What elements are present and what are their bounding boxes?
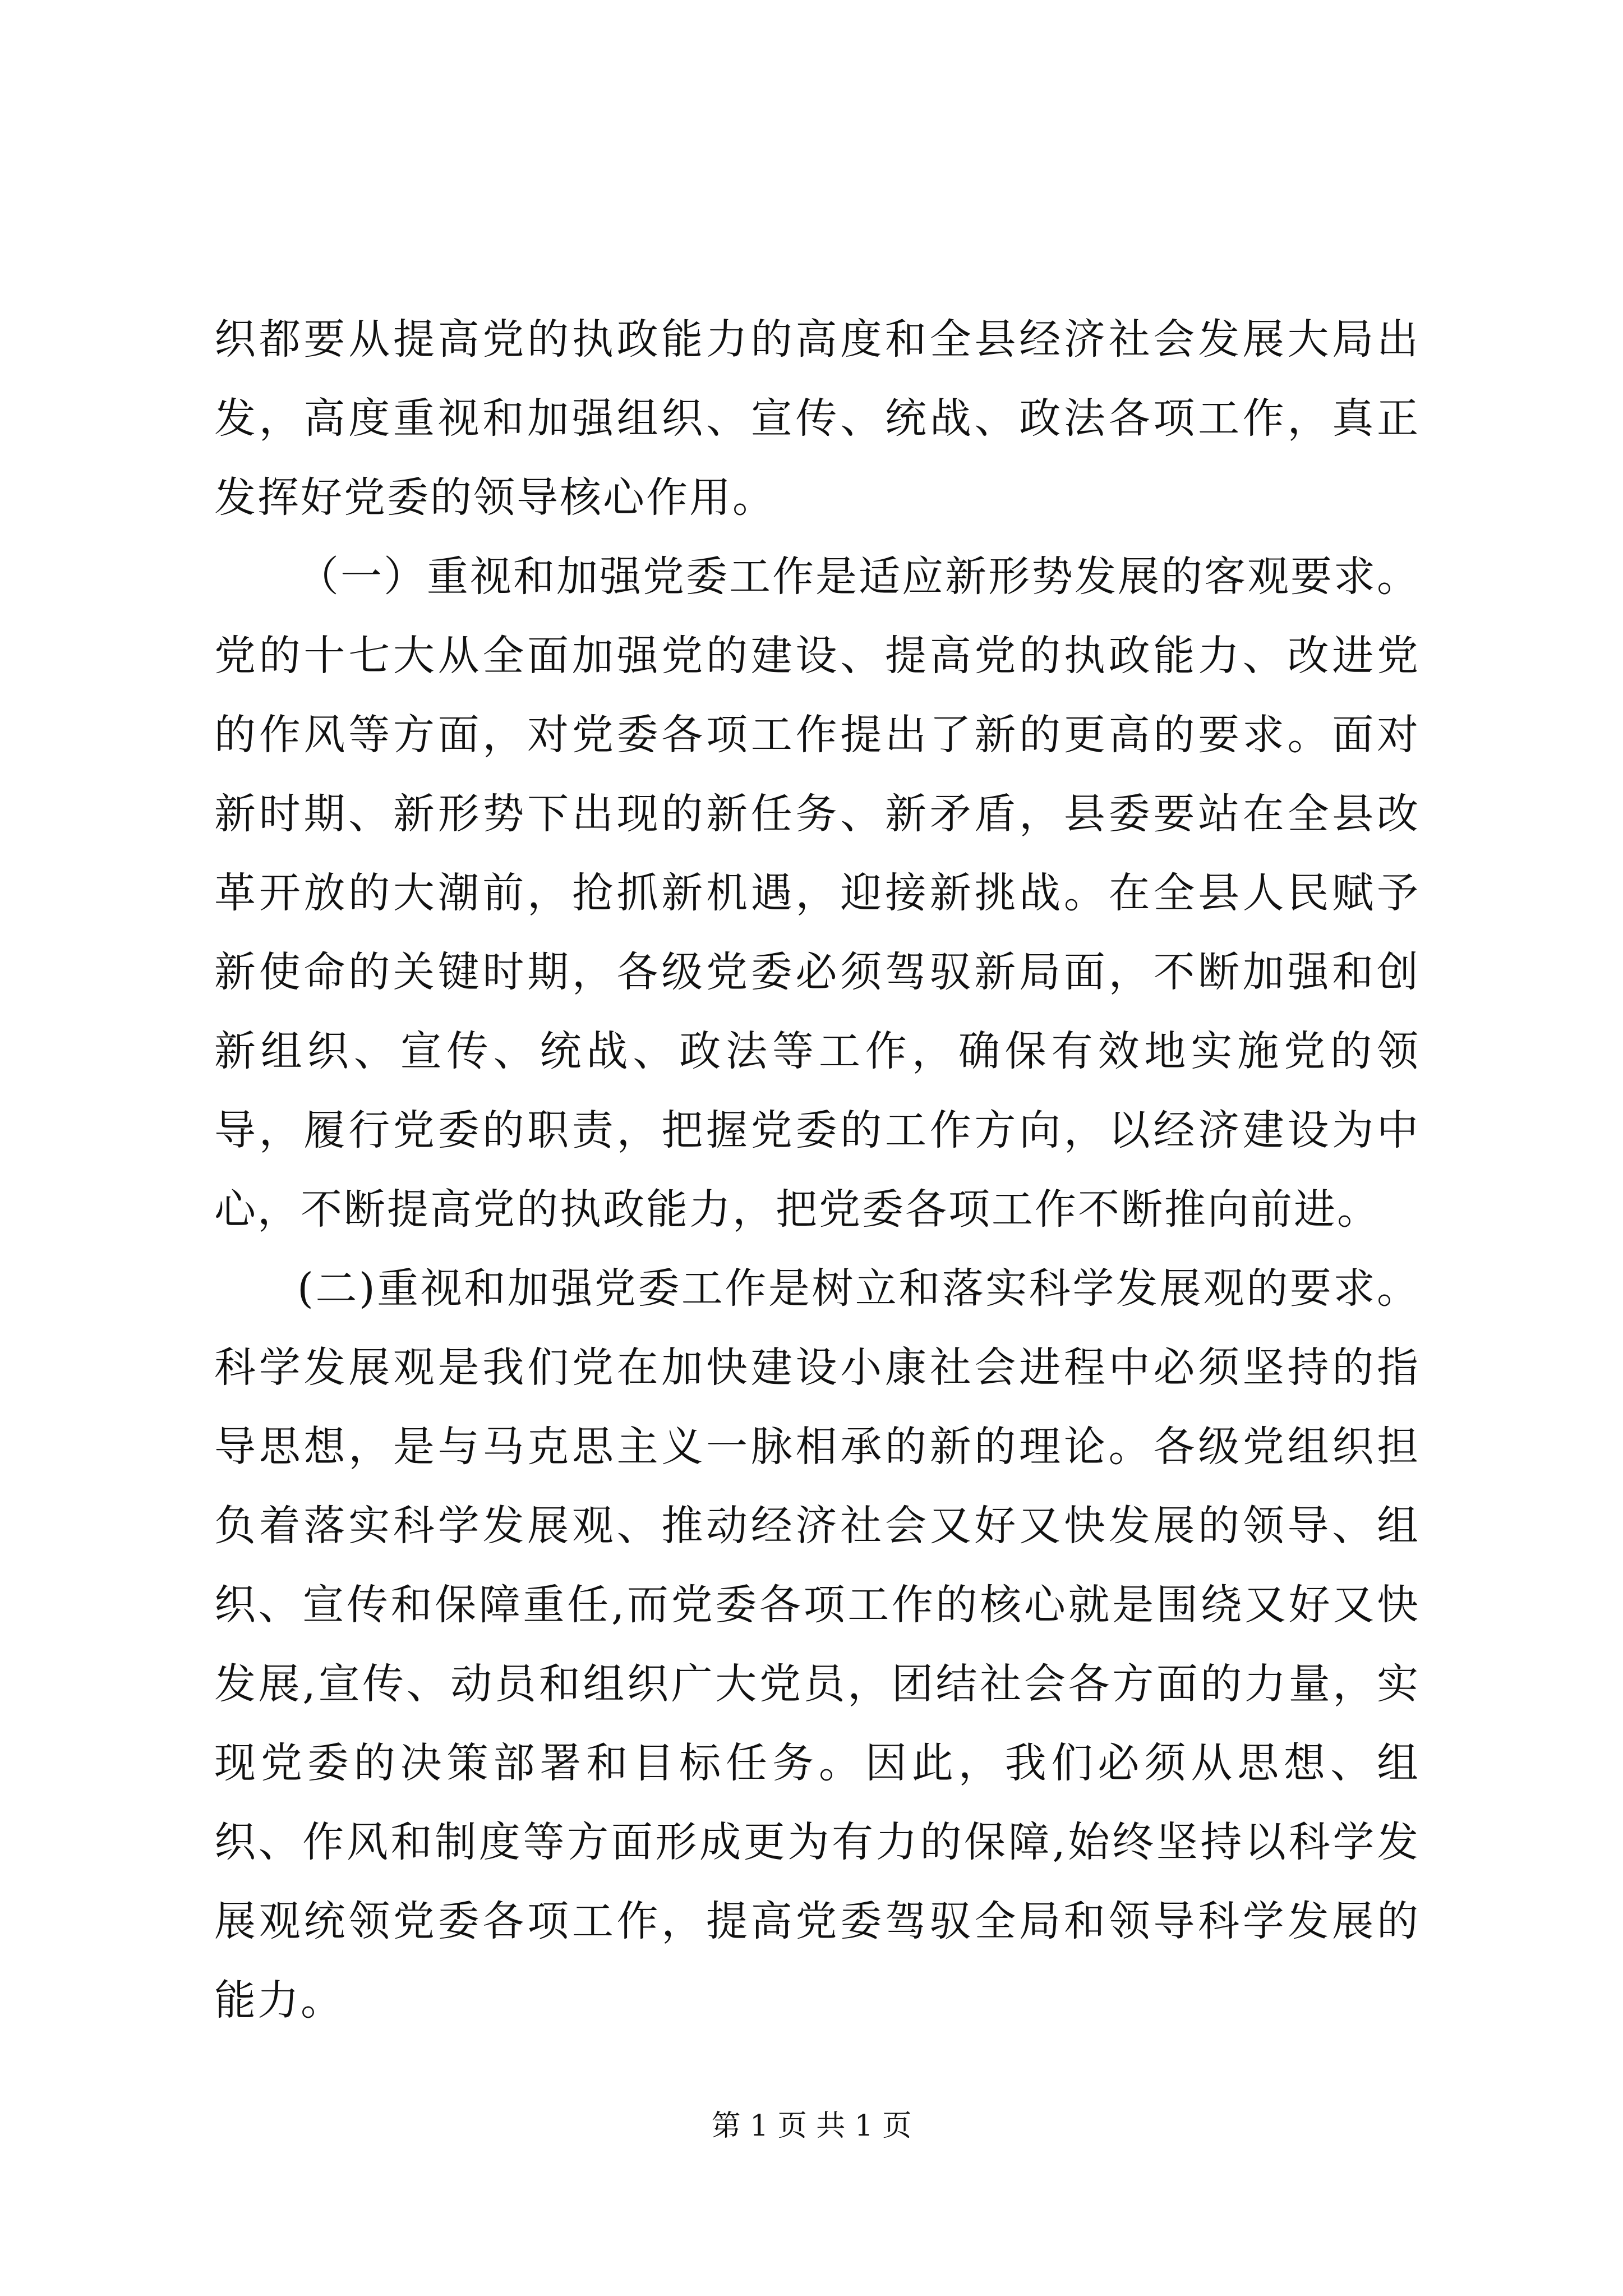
paragraph-section-one: （一）重视和加强党委工作是适应新形势发展的客观要求。党的十七大从全面加强党的建设、提高党的执政能力、改进党的作风等方面，对党委各项工作提出了新的更高的要求。面对新时期、新形势下出现的新任务、新矛盾，县委要站在全县改革开放的大潮前，抢抓新机遇，迎接新挑战。在全县人民赋予新使命的关键时期，各级党委必须驾驭新局面，不断加强和创新组织、宣传、统战、政法等工作，确保有效地实施党的领导，履行党委的职责，把握党委的工作方向，以经济建设为中心，不断提高党的执政能力，把党委各项工作不断推向前进。	[214, 553, 1420, 1234]
page-footer: 第 1 页 共 1 页	[711, 2109, 912, 2143]
document-body	[214, 300, 1420, 2040]
paragraph-continued: 织都要从提高党的执政能力的高度和全县经济社会发展大局出发，高度重视和加强组织、宣传、统战、政法各项工作，真正发挥好党委的领导核心作用。	[214, 315, 1420, 522]
paragraph-section-two: (二)重视和加强党委工作是树立和落实科学发展观的要求。科学发展观是我们党在加快建设小康社会进程中必须坚持的指导思想，是与马克思主义一脉相承的新的理论。各级党组织担负着落实科学发展观、推动经济社会又好又快发展的领导、组织、宣传和保障重任,而党委各项工作的核心就是围绕又好又快发展,宣传、动员和组织广大党员，团结社会各方面的力量，实现党委的决策部署和目标任务。因此，我们必须从思想、组织、作风和制度等方面形成更为有力的保障,始终坚持以科学发展观统领党委各项工作，提高党委驾驭全局和领导科学发展的能力。	[214, 1264, 1420, 2024]
